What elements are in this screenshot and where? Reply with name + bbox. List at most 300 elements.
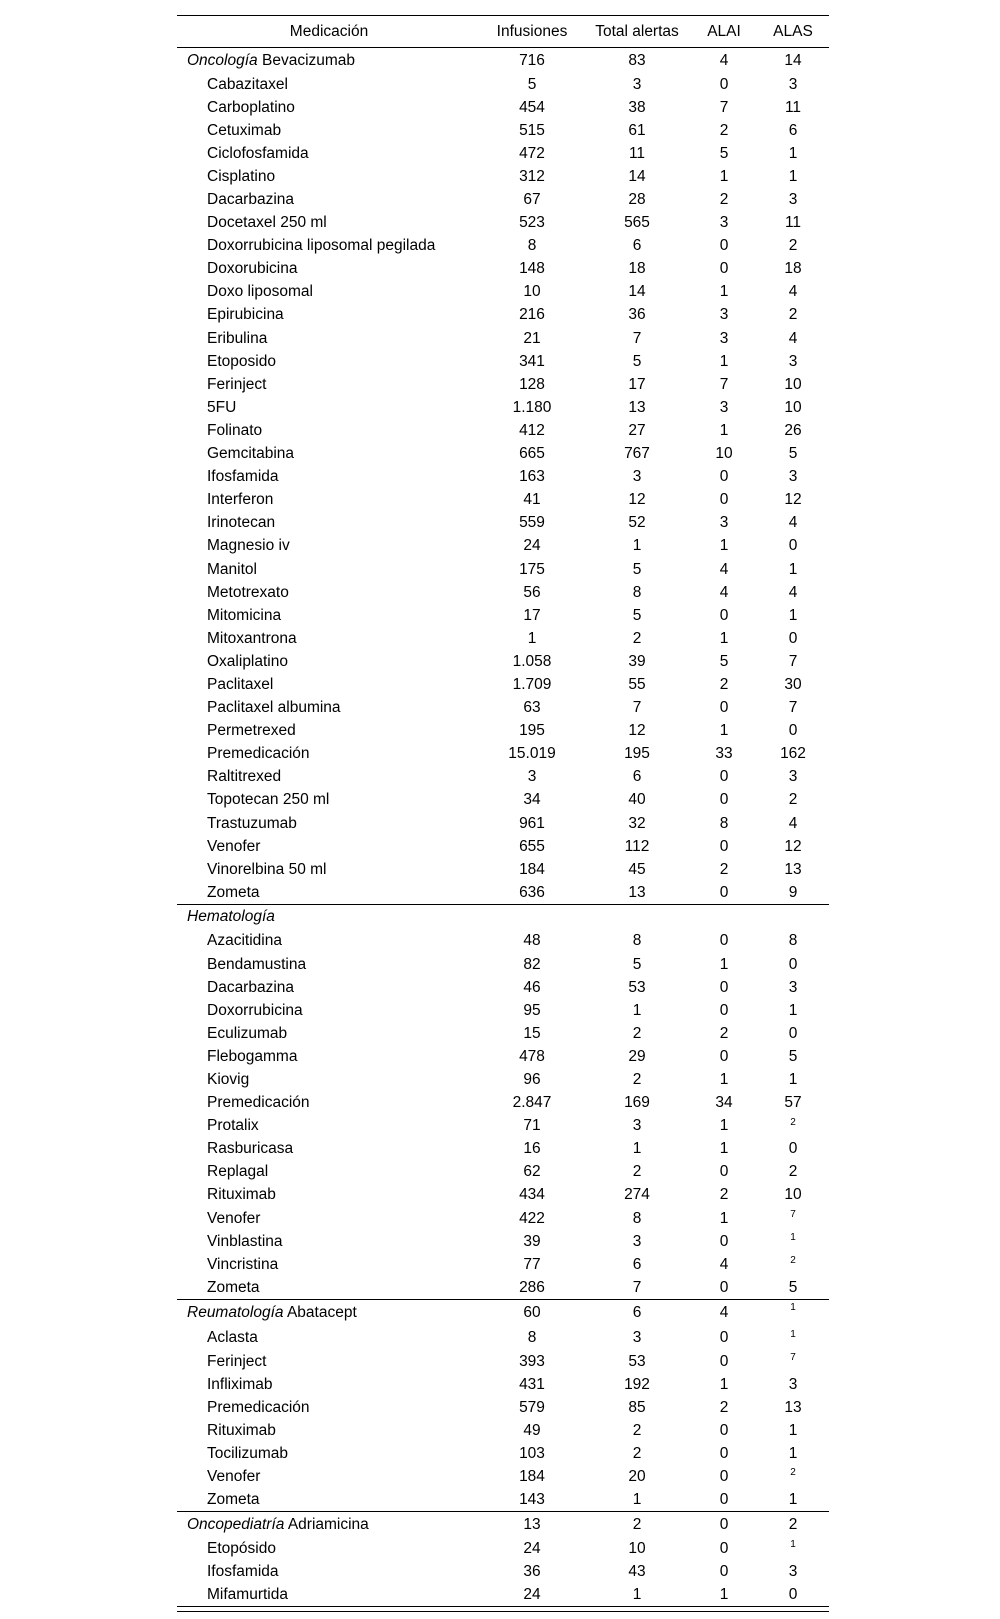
table-row xyxy=(177,304,829,327)
medication-cell xyxy=(177,720,481,743)
alas-cell: 18 xyxy=(784,260,802,278)
alas-cell: 1 xyxy=(788,606,798,624)
medication-cell xyxy=(177,812,481,835)
infusiones-cell: 46 xyxy=(523,978,541,996)
table-row xyxy=(177,373,829,396)
alai-cell: 0 xyxy=(719,1278,729,1296)
infusiones-cell: 1 xyxy=(527,629,537,647)
alas-cell: 3 xyxy=(788,978,798,996)
total-alertas-cell: 5 xyxy=(632,955,642,973)
alas-cell: 7 xyxy=(788,652,798,670)
medication-name: Bevacizumab xyxy=(261,51,356,69)
infusiones-cell: 434 xyxy=(519,1186,545,1204)
alai-cell: 0 xyxy=(691,1512,757,1538)
alas-cell: 0 xyxy=(788,722,798,740)
medication-name: Replagal xyxy=(207,1163,269,1181)
alai-cell: 0 xyxy=(719,1163,729,1181)
infusiones-cell: 10 xyxy=(523,283,541,301)
total-alertas-cell: 17 xyxy=(628,375,646,393)
alai-cell: 0 xyxy=(719,491,729,509)
table-row xyxy=(177,1396,829,1419)
alas-cell: 26 xyxy=(784,421,802,439)
alai-cell: 1 xyxy=(719,1209,729,1227)
total-alertas-cell: 767 xyxy=(624,445,650,463)
medication-cell xyxy=(177,396,481,419)
medication-name: Manitol xyxy=(207,560,257,578)
medication-name: Azacitidina xyxy=(207,932,282,950)
table-row xyxy=(177,1373,829,1396)
infusiones-cell: 15 xyxy=(523,1024,541,1042)
infusiones-cell: 523 xyxy=(519,214,545,232)
table-row xyxy=(177,673,829,696)
table-row xyxy=(177,720,829,743)
alas-cell: 0 xyxy=(757,1583,829,1606)
table-row xyxy=(177,1045,829,1068)
medication-name: Venofer xyxy=(207,837,261,855)
infusiones-cell: 3 xyxy=(527,768,537,786)
medication-name: Venofer xyxy=(207,1209,261,1227)
alai-cell: 0 xyxy=(719,1467,729,1485)
alai-cell: 7 xyxy=(719,98,729,116)
alas-cell: 4 xyxy=(788,814,798,832)
total-alertas-cell: 1 xyxy=(632,1001,642,1019)
total-alertas-cell: 6 xyxy=(583,1299,691,1327)
medication-cell xyxy=(177,930,481,953)
alas-cell: 13 xyxy=(784,860,802,878)
table-row xyxy=(177,512,829,535)
medication-name: Doxorubicina xyxy=(207,260,298,278)
alai-cell: 4 xyxy=(719,51,729,69)
alas-cell: 7 xyxy=(790,1351,796,1363)
infusiones-cell: 559 xyxy=(519,514,545,532)
total-alertas-cell: 3 xyxy=(632,1232,642,1250)
alai-cell: 1 xyxy=(719,352,729,370)
table-row xyxy=(177,976,829,999)
medication-name: Mitomicina xyxy=(207,606,282,624)
total-alertas-cell: 1 xyxy=(632,1490,642,1508)
alai-cell: 1 xyxy=(719,1117,729,1135)
medication-cell xyxy=(177,953,481,976)
table-row xyxy=(177,835,829,858)
infusiones-cell: 1.709 xyxy=(512,675,552,693)
medication-cell xyxy=(177,535,481,558)
table-row xyxy=(177,1161,829,1184)
infusiones-cell: 148 xyxy=(519,260,545,278)
medication-cell xyxy=(177,327,481,350)
table-row xyxy=(177,281,829,304)
infusiones-cell: 665 xyxy=(519,445,545,463)
alas-cell: 2 xyxy=(788,237,798,255)
total-alertas-cell: 61 xyxy=(628,121,646,139)
header-medicacion: Medicación xyxy=(177,16,481,48)
alas-cell: 7 xyxy=(788,699,798,717)
medication-cell xyxy=(177,1512,481,1538)
medication-cell xyxy=(177,581,481,604)
medication-cell xyxy=(177,1537,481,1560)
alai-cell: 1 xyxy=(719,629,729,647)
table-row xyxy=(177,1184,829,1207)
medication-cell xyxy=(177,1045,481,1068)
infusiones-cell: 71 xyxy=(523,1117,541,1135)
alai-cell: 10 xyxy=(715,445,733,463)
infusiones-cell: 431 xyxy=(519,1375,545,1393)
infusiones-cell: 515 xyxy=(519,121,545,139)
medication-cell xyxy=(177,1276,481,1299)
total-alertas-cell: 45 xyxy=(628,860,646,878)
alas-cell: 11 xyxy=(784,98,802,116)
total-alertas-cell: 28 xyxy=(628,191,646,209)
alai-cell: 4 xyxy=(719,560,729,578)
total-alertas-cell: 195 xyxy=(624,745,650,763)
total-alertas-cell: 7 xyxy=(632,699,642,717)
medication-name: Paclitaxel albumina xyxy=(207,699,341,717)
alai-cell: 3 xyxy=(719,514,729,532)
bottom-double-rule xyxy=(177,1611,829,1612)
medication-name: Paclitaxel xyxy=(207,675,274,693)
table-row xyxy=(177,1442,829,1465)
medication-name: Vinblastina xyxy=(207,1232,283,1250)
table-row xyxy=(177,96,829,119)
total-alertas-cell: 13 xyxy=(628,883,646,901)
medication-name: Metotrexato xyxy=(207,583,289,601)
medication-name: Doxorrubicina liposomal pegilada xyxy=(207,237,436,255)
total-alertas-cell: 1 xyxy=(583,1583,691,1606)
table-row xyxy=(177,812,829,835)
total-alertas-cell: 27 xyxy=(628,421,646,439)
alai-cell: 0 xyxy=(719,1562,729,1580)
medication-name: Rasburicasa xyxy=(207,1140,294,1158)
alas-cell: 5 xyxy=(788,1278,798,1296)
medication-cell xyxy=(177,673,481,696)
alai-cell: 7 xyxy=(719,375,729,393)
alas-cell: 1 xyxy=(757,1299,829,1327)
total-alertas-cell: 2 xyxy=(632,1163,642,1181)
medication-name: Docetaxel 250 ml xyxy=(207,214,327,232)
alai-cell: 0 xyxy=(719,883,729,901)
table-row xyxy=(177,743,829,766)
alas-cell: 14 xyxy=(784,51,802,69)
total-alertas-cell: 36 xyxy=(628,306,646,324)
table-row xyxy=(177,1276,829,1299)
alai-cell: 0 xyxy=(719,1232,729,1250)
alas-cell: 4 xyxy=(788,283,798,301)
total-alertas-cell: 5 xyxy=(632,352,642,370)
medication-cell xyxy=(177,1560,481,1583)
alai-cell: 0 xyxy=(719,1001,729,1019)
header-alai: ALAI xyxy=(691,16,757,48)
alas-cell: 12 xyxy=(784,837,802,855)
header-total-alertas: Total alertas xyxy=(583,16,691,48)
infusiones-cell: 422 xyxy=(519,1209,545,1227)
total-alertas-cell: 18 xyxy=(628,260,646,278)
infusiones-cell: 56 xyxy=(523,583,541,601)
alas-cell: 2 xyxy=(790,1255,796,1267)
empty-cell xyxy=(481,904,583,930)
total-alertas-cell: 6 xyxy=(632,237,642,255)
alas-cell: 3 xyxy=(788,468,798,486)
table-row xyxy=(177,604,829,627)
infusiones-cell: 16 xyxy=(523,1140,541,1158)
medication-cell xyxy=(177,281,481,304)
alas-cell: 2 xyxy=(757,1512,829,1538)
alai-cell: 2 xyxy=(719,1398,729,1416)
total-alertas-cell: 3 xyxy=(632,1329,642,1347)
medication-cell xyxy=(177,743,481,766)
alai-cell: 3 xyxy=(719,398,729,416)
total-alertas-cell: 55 xyxy=(628,675,646,693)
medication-cell xyxy=(177,96,481,119)
alas-cell: 9 xyxy=(788,883,798,901)
medication-name: Etopósido xyxy=(207,1539,276,1557)
alas-cell: 0 xyxy=(788,537,798,555)
medication-cell xyxy=(177,1350,481,1373)
alas-cell: 10 xyxy=(784,375,802,393)
infusiones-cell: 286 xyxy=(519,1278,545,1296)
medication-cell xyxy=(177,1138,481,1161)
alas-cell: 3 xyxy=(788,75,798,93)
medication-cell xyxy=(177,1068,481,1091)
total-alertas-cell: 7 xyxy=(632,329,642,347)
alai-cell: 4 xyxy=(719,1255,729,1273)
medication-name: Eribulina xyxy=(207,329,268,347)
medication-name: Zometa xyxy=(207,883,260,901)
medication-cell xyxy=(177,1115,481,1138)
table-row xyxy=(177,73,829,96)
alai-cell: 2 xyxy=(719,121,729,139)
total-alertas-cell: 8 xyxy=(632,583,642,601)
infusiones-cell: 195 xyxy=(519,722,545,740)
medication-cell xyxy=(177,512,481,535)
alas-cell: 30 xyxy=(784,675,802,693)
infusiones-cell: 184 xyxy=(519,1467,545,1485)
header-infusiones: Infusiones xyxy=(481,16,583,48)
alai-cell: 5 xyxy=(719,652,729,670)
infusiones-cell: 82 xyxy=(523,955,541,973)
medication-name: Carboplatino xyxy=(207,98,295,116)
total-alertas-cell: 20 xyxy=(628,1467,646,1485)
table-row xyxy=(177,930,829,953)
infusiones-cell: 95 xyxy=(523,1001,541,1019)
table-body xyxy=(177,48,829,1607)
empty-cell xyxy=(757,904,829,930)
medication-name: Doxo liposomal xyxy=(207,283,313,301)
alai-cell: 8 xyxy=(719,814,729,832)
total-alertas-cell: 32 xyxy=(628,814,646,832)
total-alertas-cell: 14 xyxy=(628,167,646,185)
medication-name: Premedicación xyxy=(207,1094,310,1112)
alai-cell: 34 xyxy=(715,1094,733,1112)
infusiones-cell: 34 xyxy=(523,791,541,809)
alas-cell: 1 xyxy=(788,167,798,185)
medication-name: Trastuzumab xyxy=(207,814,297,832)
medication-name: Ferinject xyxy=(207,1352,267,1370)
alas-cell: 1 xyxy=(788,1001,798,1019)
medication-cell xyxy=(177,999,481,1022)
alas-cell: 2 xyxy=(790,1116,796,1128)
table-row xyxy=(177,1022,829,1045)
infusiones-cell: 216 xyxy=(519,306,545,324)
alas-cell: 10 xyxy=(784,398,802,416)
infusiones-cell: 478 xyxy=(519,1047,545,1065)
medication-name: Protalix xyxy=(207,1117,259,1135)
infusiones-cell: 1.058 xyxy=(512,652,552,670)
empty-cell xyxy=(691,904,757,930)
table-row xyxy=(177,1419,829,1442)
alai-cell: 2 xyxy=(719,1186,729,1204)
header-alas: ALAS xyxy=(757,16,829,48)
alas-cell: 0 xyxy=(788,1140,798,1158)
infusiones-cell: 5 xyxy=(527,75,537,93)
total-alertas-cell: 2 xyxy=(632,1070,642,1088)
empty-cell xyxy=(583,904,691,930)
medication-name: Gemcitabina xyxy=(207,445,295,463)
alas-cell: 3 xyxy=(788,768,798,786)
table-row xyxy=(177,419,829,442)
total-alertas-cell: 40 xyxy=(628,791,646,809)
table-row xyxy=(177,581,829,604)
alai-cell: 0 xyxy=(719,1352,729,1370)
alas-cell: 0 xyxy=(788,629,798,647)
medication-name: Adriamicina xyxy=(287,1515,369,1533)
medication-cell xyxy=(177,443,481,466)
medication-name: Kiovig xyxy=(207,1070,250,1088)
alai-cell: 3 xyxy=(719,306,729,324)
total-alertas-cell: 2 xyxy=(632,1444,642,1462)
alai-cell: 0 xyxy=(719,1047,729,1065)
medication-name: Infliximab xyxy=(207,1375,273,1393)
infusiones-cell: 21 xyxy=(523,329,541,347)
table-row xyxy=(177,443,829,466)
medication-cell xyxy=(177,373,481,396)
alai-cell: 0 xyxy=(719,837,729,855)
infusiones-cell: 48 xyxy=(523,932,541,950)
medication-name: Interferon xyxy=(207,491,274,509)
alas-cell: 2 xyxy=(788,1163,798,1181)
alas-cell: 2 xyxy=(788,791,798,809)
table-row xyxy=(177,119,829,142)
infusiones-cell: 716 xyxy=(519,51,545,69)
medication-name: Zometa xyxy=(207,1490,260,1508)
total-alertas-cell: 85 xyxy=(628,1398,646,1416)
infusiones-cell: 454 xyxy=(519,98,545,116)
alai-cell: 2 xyxy=(719,675,729,693)
medication-name: Folinato xyxy=(207,421,263,439)
alas-cell: 57 xyxy=(784,1094,802,1112)
medication-cell xyxy=(177,1022,481,1045)
medication-cell xyxy=(177,976,481,999)
alas-cell: 4 xyxy=(788,583,798,601)
alai-cell: 1 xyxy=(691,1583,757,1606)
medication-name: Bendamustina xyxy=(207,955,307,973)
alas-cell: 1 xyxy=(788,1421,798,1439)
total-alertas-cell: 39 xyxy=(628,652,646,670)
infusiones-cell: 15.019 xyxy=(508,745,556,763)
infusiones-cell: 175 xyxy=(519,560,545,578)
medication-name: Etoposido xyxy=(207,352,276,370)
medication-name: Rituximab xyxy=(207,1421,276,1439)
medication-cell xyxy=(177,1230,481,1253)
table-row xyxy=(177,48,829,74)
medication-cell xyxy=(177,1419,481,1442)
medication-cell xyxy=(177,73,481,96)
total-alertas-cell: 112 xyxy=(624,837,650,855)
medication-name: Abatacept xyxy=(286,1304,357,1322)
total-alertas-cell: 14 xyxy=(628,283,646,301)
infusiones-cell: 579 xyxy=(519,1398,545,1416)
alai-cell: 2 xyxy=(719,1024,729,1042)
alas-cell: 3 xyxy=(788,1562,798,1580)
medication-cell xyxy=(177,466,481,489)
medication-name: Ifosfamida xyxy=(207,1562,279,1580)
total-alertas-cell: 565 xyxy=(624,214,650,232)
total-alertas-cell: 1 xyxy=(632,1140,642,1158)
medication-cell xyxy=(177,1184,481,1207)
alai-cell: 0 xyxy=(719,237,729,255)
infusiones-cell: 103 xyxy=(519,1444,545,1462)
infusiones-cell: 17 xyxy=(523,606,541,624)
alai-cell: 4 xyxy=(691,1299,757,1327)
table-row xyxy=(177,999,829,1022)
total-alertas-cell: 169 xyxy=(624,1094,650,1112)
medication-cell xyxy=(177,142,481,165)
medication-name: Aclasta xyxy=(207,1329,258,1347)
medication-name: Oxaliplatino xyxy=(207,652,288,670)
medication-cell xyxy=(177,858,481,881)
infusiones-cell: 2.847 xyxy=(512,1094,552,1112)
medication-cell xyxy=(177,165,481,188)
total-alertas-cell: 53 xyxy=(628,1352,646,1370)
medication-name: Eculizumab xyxy=(207,1024,288,1042)
alas-cell: 7 xyxy=(790,1209,796,1220)
alas-cell: 0 xyxy=(788,1024,798,1042)
medication-cell xyxy=(177,697,481,720)
total-alertas-cell: 2 xyxy=(632,1421,642,1439)
table-row xyxy=(177,258,829,281)
total-alertas-cell: 38 xyxy=(628,98,646,116)
alai-cell: 1 xyxy=(719,283,729,301)
alai-cell: 0 xyxy=(719,260,729,278)
alas-cell: 2 xyxy=(788,306,798,324)
alas-cell: 1 xyxy=(790,1328,796,1340)
total-alertas-cell: 53 xyxy=(628,978,646,996)
alas-cell: 13 xyxy=(784,1398,802,1416)
medication-name: Permetrexed xyxy=(207,722,296,740)
medication-name: Ferinject xyxy=(207,375,267,393)
table-row xyxy=(177,789,829,812)
alai-cell: 0 xyxy=(719,468,729,486)
table-row xyxy=(177,558,829,581)
table-row xyxy=(177,489,829,512)
infusiones-cell: 184 xyxy=(519,860,545,878)
alai-cell: 3 xyxy=(719,214,729,232)
alai-cell: 3 xyxy=(719,329,729,347)
alai-cell: 1 xyxy=(719,955,729,973)
total-alertas-cell: 5 xyxy=(632,606,642,624)
alas-cell: 1 xyxy=(788,1070,798,1088)
medication-cell xyxy=(177,119,481,142)
category-cell xyxy=(177,904,481,930)
data-table-container xyxy=(177,15,829,1607)
table-row xyxy=(177,535,829,558)
total-alertas-cell: 2 xyxy=(632,629,642,647)
table-row xyxy=(177,858,829,881)
medication-cell xyxy=(177,835,481,858)
alas-cell: 2 xyxy=(790,1467,796,1479)
medication-cell xyxy=(177,650,481,673)
alas-cell: 1 xyxy=(788,1490,798,1508)
table-row xyxy=(177,1489,829,1512)
medication-cell xyxy=(177,558,481,581)
